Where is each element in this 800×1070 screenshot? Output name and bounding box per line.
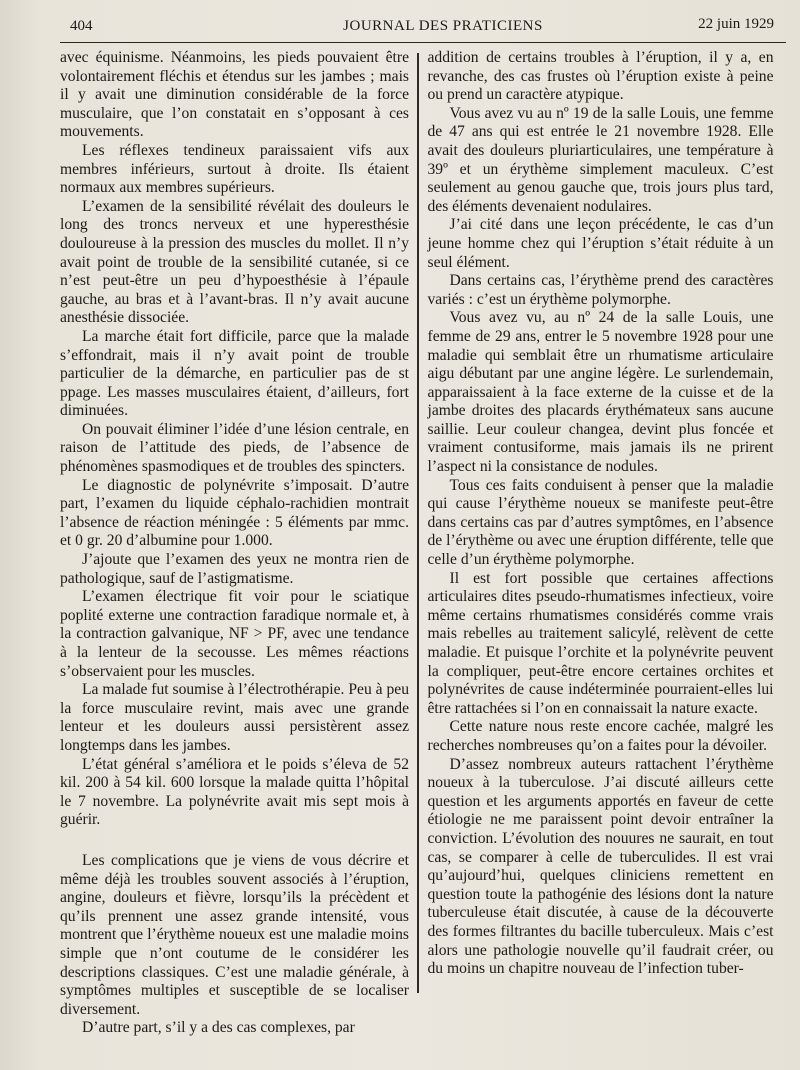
paragraph: La malade fut soumise à l’électrothérapie. Peu à peu la force musculaire revint, mais avec une grande lenteur et les douleurs aussi persistèrent assez longtemps dans les jambes. [60,681,409,754]
paragraph: avec équinisme. Néanmoins, les pieds pouvaient être volontairement fléchis et étendus sur les jambes ; mais il y avait une diminution considérable de la force musculaire, que l’on constatait en s’opposant à ces mouvements. [60,49,409,141]
paragraph: Les complications que je viens de vous décrire et même déjà les troubles souvent associés à l’éruption, angine, douleurs et fièvre, lorsqu’ils la précèdent et qu’ils prennent une assez grande intensité, vous montrent que l’érythème noueux est une maladie moins simple que n’ont coutume de le considérer les descriptions classiques. C’est une maladie générale, à symptômes multiples et susceptible de se localiser diversement. [60,851,409,1018]
paragraph: Tous ces faits conduisent à penser que la maladie qui cause l’érythème noueux se manifeste peut-être dans certains cas par d’autres symptômes, en l’absence de l’érythème ou avec une éruption différente, telle que celle d’un érythème polymorphe. [427,476,774,569]
journal-title: JOURNAL DES PRATICIENS [343,18,543,34]
paragraph: On pouvait éliminer l’idée d’une lésion centrale, en raison de l’attitude des pieds, de l’absence de phénomènes spasmodiques et de troubles des spincters. [60,420,409,476]
paragraph: addition de certains troubles à l’éruption, il y a, en revanche, des cas frustes où l’éruption existe à peine ou prend un caractère atypique. [427,49,774,104]
paragraph: Vous avez vu au nº 19 de la salle Louis, une femme de 47 ans qui est entrée le 21 novembre 1928. Elle avait des douleurs pluriarticulaires, une température à 39º et un érythème simplement maculeux. C’est seulement au genou gauche que, trois jours plus tard, des éléments devenaient nodulaires. [427,104,774,215]
paragraph: Dans certains cas, l’érythème prend des caractères variés : c’est un érythème polymorphe. [427,272,774,308]
paragraph: J’ai cité dans une leçon précédente, le cas d’un jeune homme chez qui l’éruption s’était réduite à un seul élément. [427,216,774,271]
right-column [419,49,774,1059]
paragraph: L’examen électrique fit voir pour le sciatique poplité externe une contraction faradique normale et, à la contraction galvanique, NF > PF, avec une tendance à la lenteur de la secousse. Les mêmes réactions s’observaient pour les muscles. [60,588,409,680]
paragraph: D’assez nombreux auteurs rattachent l’érythème noueux à la tuberculose. J’ai discuté ailleurs cette question et les arguments apportés en faveur de cette étiologie ne me paraissent point devoir entraîner la conviction. L’évolution des nouures ne saurait, en tout cas, se comparer à celle de tuberculides. Il est vrai qu’aujourd’hui, quelques cliniciens remettent en question toute la pathogénie des lésions dont la nature tuberculeuse était discutée, à cause de la découverte des formes filtrantes du bacille tuberculeux. Mais c’est alors une pathologie nouvelle qu’il faudrait créer, ou du moins un chapitre nouveau de l’infection tuber- [427,755,774,978]
paragraph: D’autre part, s’il y a des cas complexes, par [82,1019,355,1037]
paragraph: J’ajoute que l’examen des yeux ne montra rien de pathologique, sauf de l’astigmatisme. [60,551,409,587]
paragraph: La marche était fort difficile, parce que la malade s’effondrait, mais il n’y avait point de trouble particulier de la démarche, en particulier pas de st ppage. Les masses musculaires étaient, d’ailleurs, fort diminuées. [60,327,409,420]
page-header [60,14,786,43]
paragraph: L’examen de la sensibilité révélait des douleurs le long des troncs nerveux et une hyperesthésie douloureuse à la pression des muscles du mollet. Il n’y avait point de trouble de la sensibilité cutanée, si ce n’est peut-être un peu d’hypoesthésie à l’épaule gauche, au bras et à l’avant-bras. Il n’y avait aucune anesthésie dissociée. [60,197,409,327]
paragraph: Vous avez vu, au nº 24 de la salle Louis, une femme de 29 ans, entrer le 5 novembre 1928 pour une maladie qui semblait être un rhumatisme articulaire aigu débutant par une angine légère. Le surlendemain, apparaissaient à la face externe de la cuisse et de la jambe droites des placards érythémateux sans aucune saillie. Leur couleur changea, devint plus foncée et vraiment contusiforme, mais jamais ils ne prirent l’aspect ni la consistance de nodules. [427,309,774,476]
paragraph: L’état général s’améliora et le poids s’éleva de 52 kil. 200 à 54 kil. 600 lorsque la malade quitta l’hôpital le 7 novembre. La polynévrite avait mis sept mois à guérir. [60,755,409,829]
paragraph: Le diagnostic de polynévrite s’imposait. D’autre part, l’examen du liquide céphalo-rachidien montrait l’absence de réaction méningée : 5 éléments par mmc. et 0 gr. 20 d’albumine pour 1.000. [60,476,409,550]
page-number: 404 [70,18,93,34]
paragraph: Les réflexes tendineux paraissaient vifs aux membres inférieurs, surtout à droite. Ils étaient normaux aux membres supérieurs. [60,141,409,197]
issue-date: 22 juin 1929 [698,16,774,32]
left-column [60,49,417,1059]
text-columns [60,49,786,1059]
paragraph: Cette nature nous reste encore cachée, malgré les recherches nombreuses qu’on a faites pour la dévoiler. [427,718,774,754]
paragraph: Il est fort possible que certaines affections articulaires dites pseudo-rhumatismes infectieux, voire même certains rhumatismes considérés comme vrais mais rebelles au traitement salicylé, relèvent de cette maladie. Et puisque l’orchite et la polynévrite peuvent la compliquer, peut-être encore certaines orchites et polynévrites de cause indéterminée pourraient-elles lui être rattachées si l’on en connaissait la nature exacte. [427,569,774,717]
